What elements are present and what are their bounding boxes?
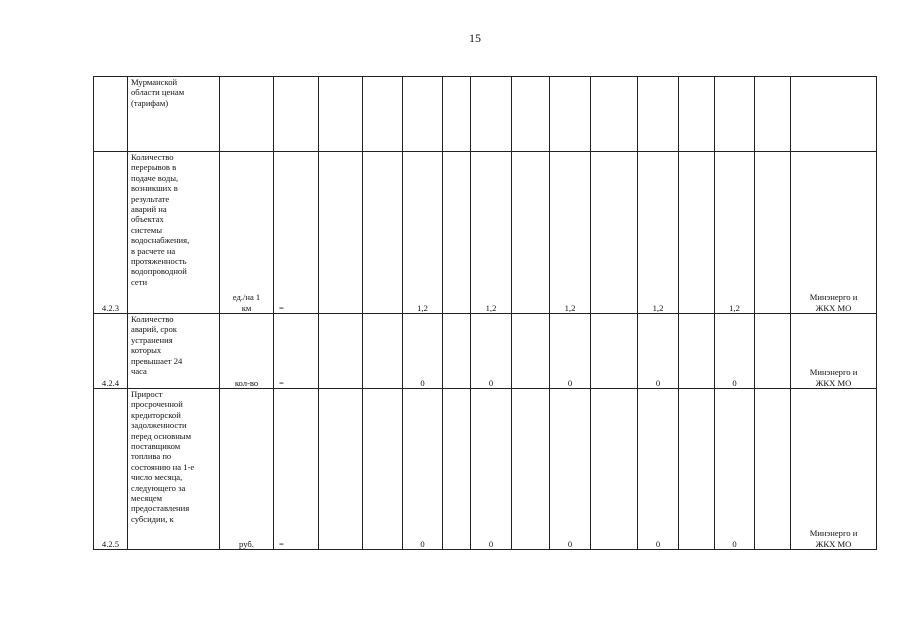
table-row: [94, 314, 877, 389]
empty-cell: [512, 152, 550, 314]
value-cell: [550, 77, 591, 152]
value-cell: 0: [403, 389, 443, 550]
value-cell: 1,2: [715, 152, 755, 314]
responsible-body: [791, 77, 877, 152]
value-cell: 0: [715, 389, 755, 550]
empty-cell: [679, 152, 715, 314]
empty-cell: [591, 314, 638, 389]
empty-cell: [443, 152, 471, 314]
indicator-description: Количество аварий, срок устранения которых превышает 24 часа: [128, 314, 220, 389]
indicator-description: Количество перерывов в подаче воды, возникших в результате аварий на объектах системы водоснабжения, в расчете на протяженность водопроводной сети: [128, 152, 220, 314]
empty-cell: [363, 152, 403, 314]
empty-cell: [591, 77, 638, 152]
value-cell: 0: [550, 389, 591, 550]
empty-cell: [319, 152, 363, 314]
indicator-description: Мурманской области ценам (тарифам): [128, 77, 220, 152]
responsible-body: Минэнерго и ЖКХ МО: [791, 389, 877, 550]
row-number: 4.2.3: [94, 152, 128, 314]
value-cell: 1,2: [403, 152, 443, 314]
responsible-body: Минэнерго и ЖКХ МО: [791, 152, 877, 314]
empty-cell: [512, 314, 550, 389]
empty-cell: [319, 314, 363, 389]
trend-sign: =: [274, 152, 319, 314]
empty-cell: [679, 314, 715, 389]
table-row: [94, 152, 877, 314]
value-cell: 0: [403, 314, 443, 389]
value-cell: 1,2: [550, 152, 591, 314]
page-number: 15: [469, 31, 481, 45]
unit-of-measure: [220, 77, 274, 152]
value-cell: 1,2: [471, 152, 512, 314]
value-cell: 0: [715, 314, 755, 389]
empty-cell: [755, 314, 791, 389]
value-cell: 0: [471, 389, 512, 550]
indicators-table: [93, 76, 877, 550]
empty-cell: [591, 152, 638, 314]
unit-of-measure: руб.: [220, 389, 274, 550]
empty-cell: [512, 389, 550, 550]
row-number: 4.2.4: [94, 314, 128, 389]
indicator-description: Прирост просроченной кредиторской задолженности перед основным поставщиком топлива по состоянию на 1-е число месяца, следующего за месяцем предоставления субсидии, к: [128, 389, 220, 550]
responsible-body: Минэнерго и ЖКХ МО: [791, 314, 877, 389]
value-cell: 0: [550, 314, 591, 389]
empty-cell: [319, 77, 363, 152]
empty-cell: [443, 314, 471, 389]
value-cell: 1,2: [638, 152, 679, 314]
trend-sign: [274, 77, 319, 152]
empty-cell: [755, 77, 791, 152]
value-cell: 0: [638, 389, 679, 550]
empty-cell: [363, 389, 403, 550]
empty-cell: [319, 389, 363, 550]
unit-of-measure: ед./на 1 км: [220, 152, 274, 314]
trend-sign: =: [274, 389, 319, 550]
unit-of-measure: кол-во: [220, 314, 274, 389]
empty-cell: [512, 77, 550, 152]
empty-cell: [679, 77, 715, 152]
value-cell: [638, 77, 679, 152]
value-cell: [403, 77, 443, 152]
table-row: [94, 77, 877, 152]
empty-cell: [679, 389, 715, 550]
row-number: 4.2.5: [94, 389, 128, 550]
empty-cell: [443, 389, 471, 550]
row-number: [94, 77, 128, 152]
value-cell: 0: [471, 314, 512, 389]
empty-cell: [443, 77, 471, 152]
empty-cell: [755, 389, 791, 550]
empty-cell: [755, 152, 791, 314]
value-cell: 0: [638, 314, 679, 389]
value-cell: [715, 77, 755, 152]
empty-cell: [591, 389, 638, 550]
empty-cell: [363, 77, 403, 152]
table-row: [94, 389, 877, 550]
value-cell: [471, 77, 512, 152]
trend-sign: =: [274, 314, 319, 389]
empty-cell: [363, 314, 403, 389]
